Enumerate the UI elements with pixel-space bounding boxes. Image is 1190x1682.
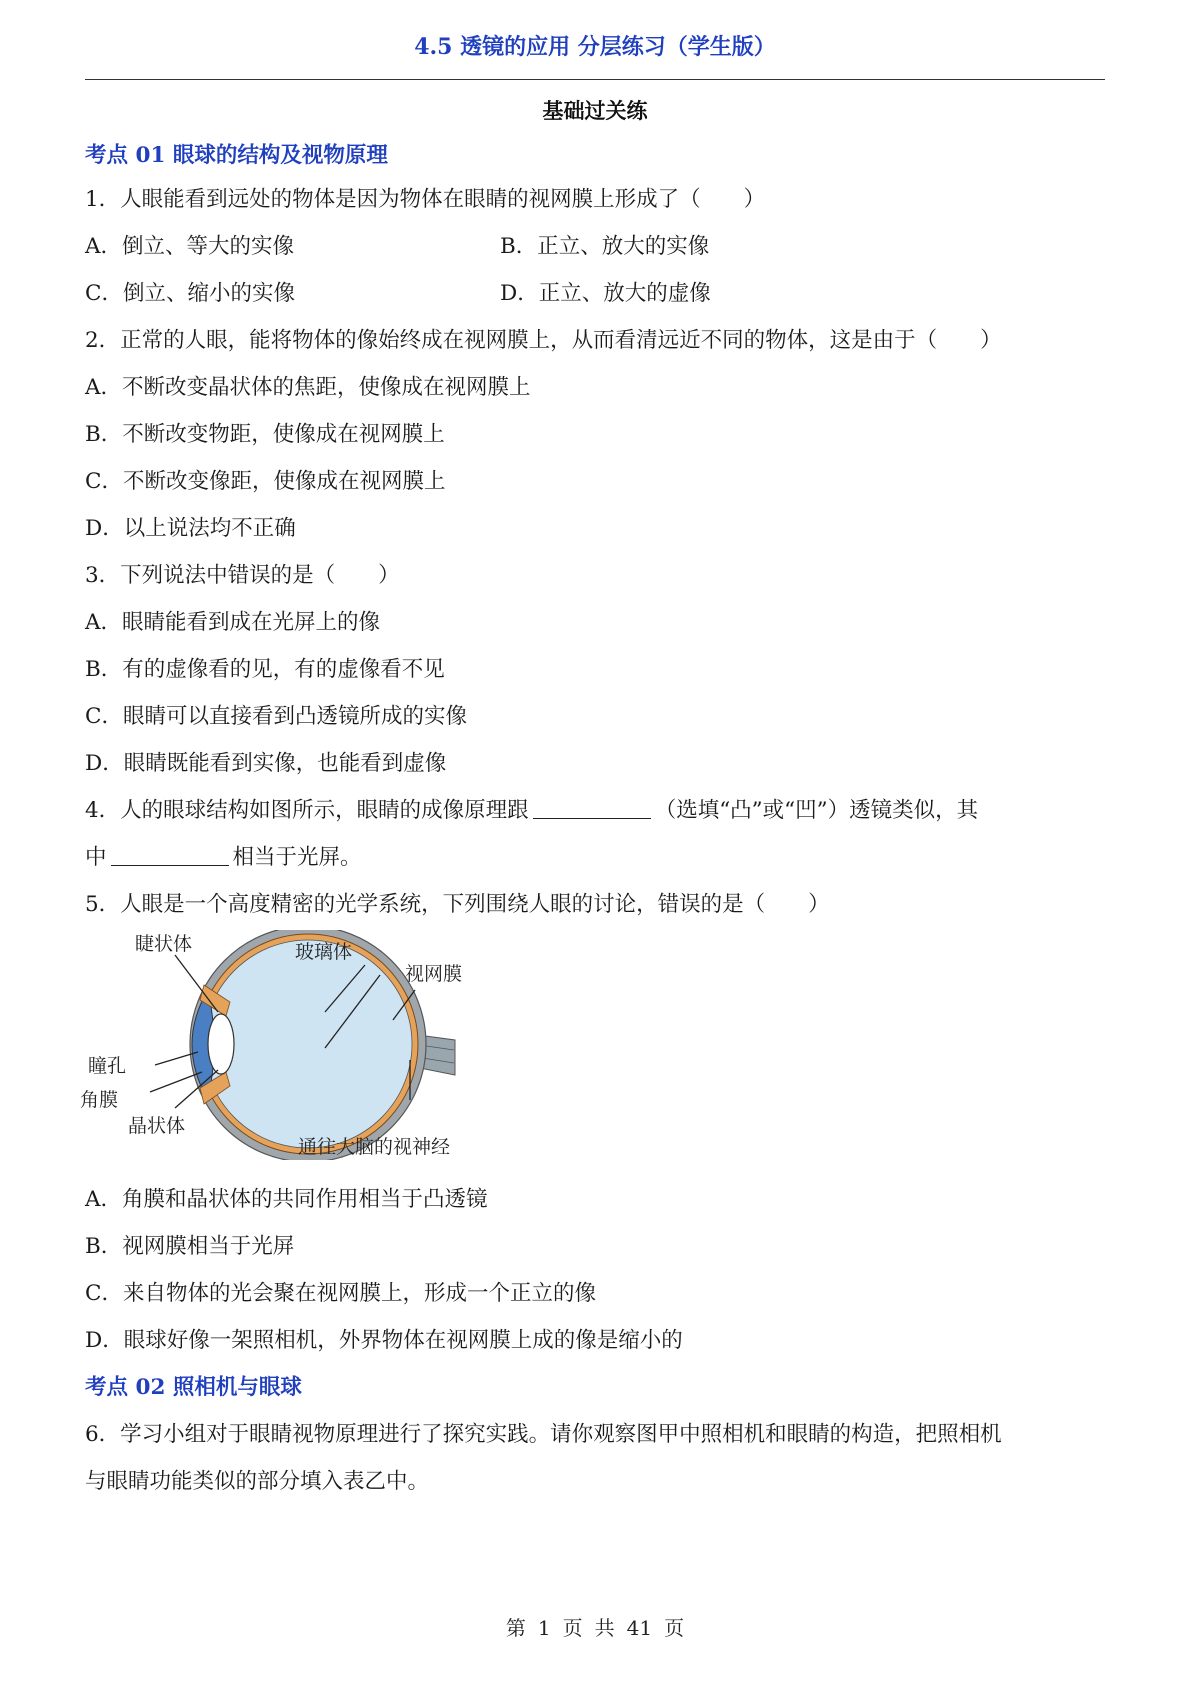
- question-5-option-d: D．眼球好像一架照相机，外界物体在视网膜上成的像是缩小的: [85, 1328, 683, 1353]
- question-3-option-b: B．有的虚像看的见，有的虚像看不见: [85, 657, 445, 682]
- question-3-option-c: C．眼睛可以直接看到凸透镜所成的实像: [85, 704, 467, 729]
- eyeball-diagram: [80, 930, 510, 1160]
- footer-word-gong: 共: [594, 1616, 615, 1640]
- question-1-option-d: D．正立、放大的虚像: [500, 281, 711, 306]
- knowledge-point-1: 考点 01 眼球的结构及视物原理: [85, 143, 388, 168]
- label-cornea: 角膜: [80, 1089, 119, 1111]
- document-title: 4.5 透镜的应用 分层练习（学生版）: [414, 34, 776, 60]
- question-3-option-a: A．眼睛能看到成在光屏上的像: [85, 610, 381, 635]
- question-2-stem: 2．正常的人眼，能将物体的像始终成在视网膜上，从而看清远近不同的物体，这是由于（ ）: [85, 328, 1002, 353]
- question-1-option-c: C．倒立、缩小的实像: [85, 281, 295, 306]
- label-ciliary-body: 睫状体: [135, 933, 193, 955]
- question-4-text-c: 中: [85, 845, 107, 870]
- question-6-line-1: 6．学习小组对于眼睛视物原理进行了探究实践。请你观察图甲中照相机和眼睛的构造，把照相机: [85, 1422, 1002, 1447]
- question-2-option-b: B．不断改变物距，使像成在视网膜上: [85, 422, 445, 447]
- question-5-option-c: C．来自物体的光会聚在视网膜上，形成一个正立的像: [85, 1281, 596, 1306]
- knowledge-point-2: 考点 02 照相机与眼球: [85, 1375, 302, 1400]
- question-5-stem: 5．人眼是一个高度精密的光学系统，下列围绕人眼的讨论，错误的是（ ）: [85, 892, 830, 917]
- question-4-text-d: 相当于光屏。: [232, 845, 362, 870]
- label-retina: 视网膜: [405, 963, 463, 985]
- question-6-line-2: 与眼睛功能类似的部分填入表乙中。: [85, 1469, 430, 1494]
- question-2-option-a: A．不断改变晶状体的焦距，使像成在视网膜上: [85, 375, 531, 400]
- question-1-option-b: B．正立、放大的实像: [500, 234, 710, 259]
- footer-total-pages: 41: [626, 1616, 653, 1640]
- question-1-stem: 1．人眼能看到远处的物体是因为物体在眼睛的视网膜上形成了（ ）: [85, 187, 766, 212]
- question-5-option-b: B．视网膜相当于光屏: [85, 1234, 295, 1259]
- label-vitreous: 玻璃体: [295, 941, 353, 963]
- question-3-option-d: D．眼睛既能看到实像，也能看到虚像: [85, 751, 447, 776]
- question-5-option-a: A．角膜和晶状体的共同作用相当于凸透镜: [85, 1187, 488, 1212]
- answer-blank-screen[interactable]: [111, 845, 229, 866]
- title-divider: [85, 79, 1105, 80]
- section-heading: 基础过关练: [542, 98, 648, 123]
- question-3-stem: 3．下列说法中错误的是（ ）: [85, 563, 400, 588]
- question-2-option-c: C．不断改变像距，使像成在视网膜上: [85, 469, 446, 494]
- label-pupil: 瞳孔: [88, 1055, 127, 1077]
- question-4-text-b: （选填“凸”或“凹”）透镜类似，其: [654, 798, 979, 823]
- question-4-text-a: 4．人的眼球结构如图所示，眼睛的成像原理跟: [85, 798, 529, 823]
- label-lens: 晶状体: [128, 1115, 186, 1137]
- footer-page-number: 1: [537, 1616, 551, 1640]
- answer-blank-lens-type[interactable]: [533, 798, 651, 819]
- vitreous-shape: [204, 940, 412, 1148]
- question-1-option-a: A．倒立、等大的实像: [85, 234, 295, 259]
- footer-word-ye: 页: [562, 1616, 583, 1640]
- label-optic-nerve: 通往大脑的视神经: [298, 1136, 451, 1158]
- footer-word-ye-2: 页: [664, 1616, 685, 1640]
- question-2-option-d: D．以上说法均不正确: [85, 516, 296, 541]
- question-4-line-2: [85, 844, 362, 872]
- page-footer: [0, 1612, 1190, 1641]
- lens-shape: [208, 1014, 234, 1074]
- footer-word-di: 第: [505, 1616, 526, 1640]
- question-4-line-1: [85, 797, 978, 825]
